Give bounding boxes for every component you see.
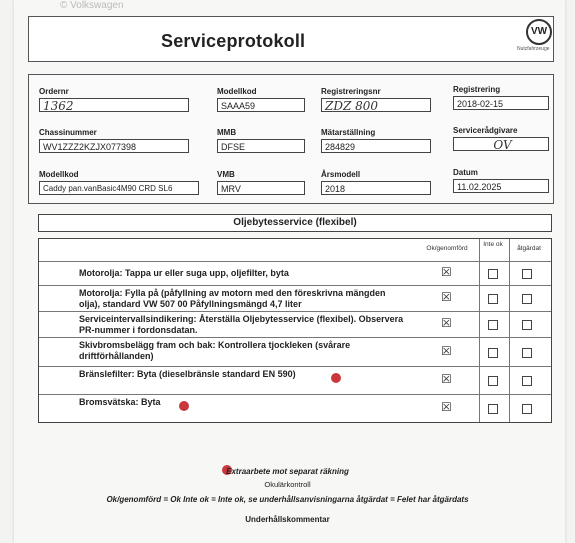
chassinummer-label: Chassinummer [39, 128, 97, 137]
atgardat-checkbox[interactable] [522, 294, 532, 304]
modellkod2-field: Caddy pan.vanBasic4M90 CRD SL6 [39, 181, 199, 195]
ok-checkbox[interactable]: ☒ [441, 290, 452, 304]
section-title: Oljebytesservice (flexibel) [38, 214, 552, 232]
registreringsnr-label: Registreringsnr [321, 87, 381, 96]
inte-ok-checkbox[interactable] [488, 269, 498, 279]
registrering-label: Registrering [453, 85, 501, 94]
inte-ok-checkbox[interactable] [488, 404, 498, 414]
ordernr-field: 1362 [39, 98, 189, 112]
ordernr-label: Ordernr [39, 87, 69, 96]
ok-checkbox[interactable]: ☒ [441, 400, 452, 414]
page-title: Serviceprotokoll [161, 31, 306, 51]
inte-ok-checkbox[interactable] [488, 320, 498, 330]
serviceradgivare-field: OV [453, 137, 549, 151]
checklist-row-text: Serviceintervallsindikering: Återställa Oljebytesservice (flexibel). Observera PR-nummer i fordonsdatan. [79, 314, 404, 335]
vmb-field: MRV [217, 181, 305, 195]
inte-ok-checkbox[interactable] [488, 376, 498, 386]
checklist-row [39, 311, 551, 338]
modellkod2-label: Modellkod [39, 170, 79, 179]
col-atgardat: åtgärdat [517, 245, 541, 252]
checklist-row [39, 394, 551, 423]
red-dot-icon [331, 373, 341, 383]
atgardat-checkbox[interactable] [522, 320, 532, 330]
checklist-row [39, 285, 551, 312]
checklist-row-text: Bränslefilter: Byta (dieselbränsle standard EN 590) [79, 369, 296, 379]
inte-ok-checkbox[interactable] [488, 294, 498, 304]
datum-field: 11.02.2025 [453, 179, 549, 193]
checklist-row [39, 261, 551, 286]
ghost-header: © Volkswagen [60, 0, 124, 11]
atgardat-checkbox[interactable] [522, 269, 532, 279]
checklist-row-text: Bromsvätska: Byta [79, 397, 161, 407]
arsmodell-label: Årsmodell [321, 170, 361, 179]
checklist-table [38, 238, 552, 423]
registrering-field: 2018-02-15 [453, 96, 549, 110]
chassinummer-field: WV1ZZZ2KZJX077398 [39, 139, 189, 153]
inte-ok-checkbox[interactable] [488, 348, 498, 358]
vmb-label: VMB [217, 170, 235, 179]
vehicle-info-box [28, 74, 554, 204]
ok-checkbox[interactable]: ☒ [441, 265, 452, 279]
atgardat-checkbox[interactable] [522, 348, 532, 358]
mmb-label: MMB [217, 128, 237, 137]
legend-explain: Ok/genomförd = Ok Inte ok = Inte ok, se underhållsanvisningarna åtgärdat = Felet har åtgärdats [106, 495, 469, 504]
legend-extra: Extraarbete mot separat räkning [226, 467, 349, 476]
checklist-row-text: Skivbromsbelägg fram och bak: Kontrollera tjockleken (svårare driftförhållanden) [79, 340, 351, 361]
vw-logo-icon: VW [526, 19, 552, 45]
modellkod-field: SAAA59 [217, 98, 305, 112]
serviceradgivare-label: Servicerådgivare [453, 126, 518, 135]
checklist-row [39, 366, 551, 395]
ok-checkbox[interactable]: ☒ [441, 316, 452, 330]
legend-comment: Underhållskommentar [245, 515, 330, 524]
col-ok: Ok/genomförd [426, 245, 468, 252]
col-inte-ok: Inte ok [483, 241, 503, 248]
matarstallning-label: Mätarställning [321, 128, 376, 137]
mmb-field: DFSE [217, 139, 305, 153]
checklist-row-text: Motorolja: Tappa ur eller suga upp, oljefilter, byta [79, 268, 289, 278]
modellkod-label: Modellkod [217, 87, 257, 96]
ok-checkbox[interactable]: ☒ [441, 372, 452, 386]
atgardat-checkbox[interactable] [522, 404, 532, 414]
arsmodell-field: 2018 [321, 181, 431, 195]
logo-subtitle: Nutzfahrzeuge [517, 46, 550, 52]
registreringsnr-field: ZDZ 800 [321, 98, 431, 112]
title-box [28, 16, 554, 62]
matarstallning-field: 284829 [321, 139, 431, 153]
red-dot-icon [179, 401, 189, 411]
checklist-row-text: Motorolja: Fylla på (påfyllning av motorn med den föreskrivna mängden olja), standard VW 507 00 Påfyllningsmängd 4,7 liter [79, 288, 386, 309]
ok-checkbox[interactable]: ☒ [441, 344, 452, 358]
legend-okular: Okulärkontroll [264, 480, 311, 489]
checklist-row [39, 337, 551, 367]
datum-label: Datum [453, 168, 478, 177]
atgardat-checkbox[interactable] [522, 376, 532, 386]
